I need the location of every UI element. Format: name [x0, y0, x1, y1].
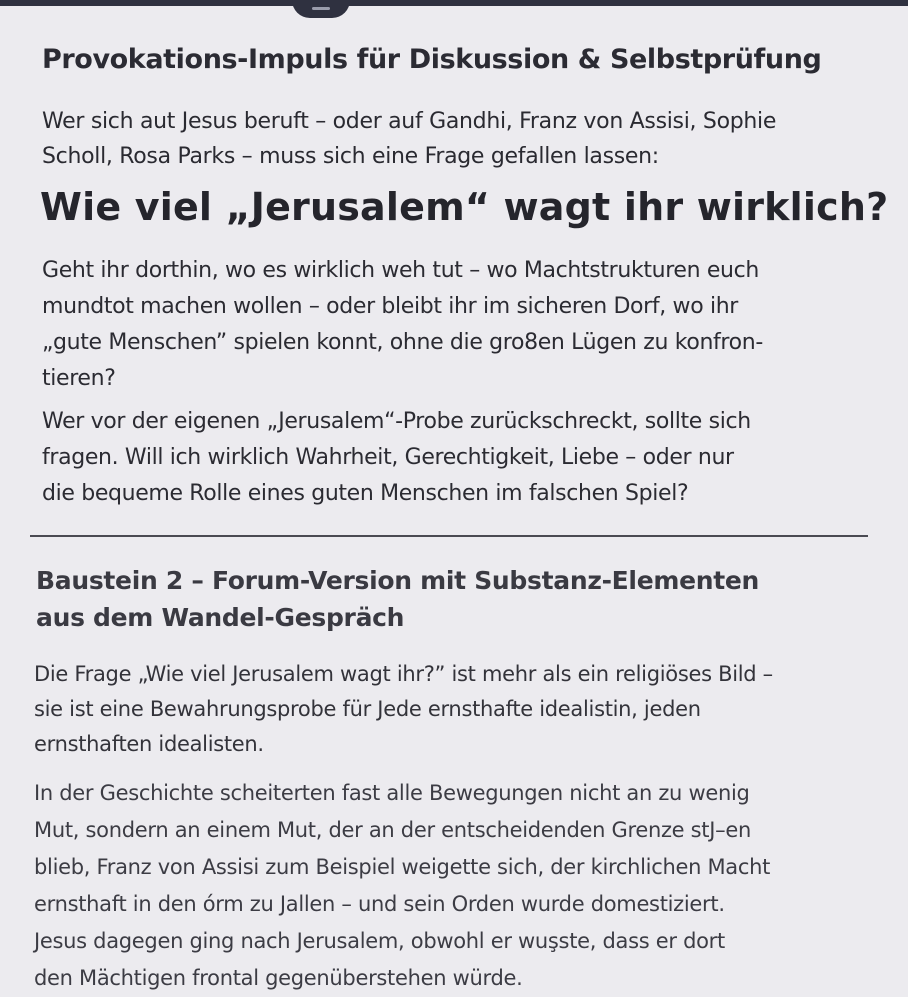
text-line: blieb, Franz von Assisi zum Beispiel weigette sich, der kirchlichen Macht	[34, 855, 771, 879]
text-line: Geht ihr dorthin, wo es wirklich weh tut – wo Machtstrukturen euch	[42, 258, 759, 283]
text-line: „gute Menschen” spielen konnt, ohne die gro8en Lügen zu konfron-	[42, 330, 763, 355]
text-line: die bequeme Rolle eines guten Menschen im falschen Spiel?	[42, 481, 689, 506]
text-line: Scholl, Rosa Parks – muss sich eine Frage gefallen lassen:	[42, 144, 659, 169]
text-line: Wer sich aut Jesus beruft – oder auf Gandhi, Franz von Assisi, Sophie	[42, 109, 777, 134]
text-line: Mut, sondern an einem Mut, der an der entscheidenden Grenze stJ–en	[34, 818, 751, 842]
text-line: In der Geschichte scheiterten fast alle Bewegungen nicht an zu wenig	[34, 781, 750, 805]
text-line: den Mächtigen frontal gegenüberstehen würde.	[34, 966, 523, 990]
section1-intro	[42, 104, 892, 174]
section1-headline: Wie viel „Jerusalem“ wagt ihr wirklich?	[40, 185, 889, 229]
section-divider	[30, 535, 868, 537]
text-line: fragen. Will ich wirklich Wahrheit, Gerechtigkeit, Liebe – oder nur	[42, 445, 734, 470]
text-line: mundtot machen wollen – oder bleibt ihr im sicheren Dorf, wo ihr	[42, 294, 738, 319]
section2-title	[36, 562, 886, 636]
text-line: Jesus dagegen ging nach Jerusalem, obwohl er wuşste, dass er dort	[34, 929, 725, 953]
section2-paragraph-1	[34, 657, 894, 762]
text-line: tieren?	[42, 366, 116, 391]
text-line: ernsthaften idealisten.	[34, 732, 264, 756]
section1-paragraph-1	[42, 253, 887, 397]
section2-paragraph-2	[34, 775, 900, 997]
section1-paragraph-2	[42, 404, 887, 512]
text-line: Wer vor der eigenen „Jerusalem“-Probe zurückschreckt, sollte sich	[42, 409, 751, 434]
title-line: aus dem Wandel-Gespräch	[36, 603, 405, 632]
section1-title: Provokations-Impuls für Diskussion & Selbstprüfung	[42, 44, 822, 75]
title-line: Baustein 2 – Forum-Version mit Substanz-Elementen	[36, 566, 760, 595]
text-line: ernsthaft in den órm zu Jallen – und sein Orden wurde domestiziert.	[34, 892, 725, 916]
text-line: Die Frage „Wie viel Jerusalem wagt ihr?” ist mehr als ein religiöses Bild –	[34, 662, 773, 686]
text-line: sie ist eine Bewahrungsprobe für Jede ernsthafte idealistin, jeden	[34, 697, 701, 721]
